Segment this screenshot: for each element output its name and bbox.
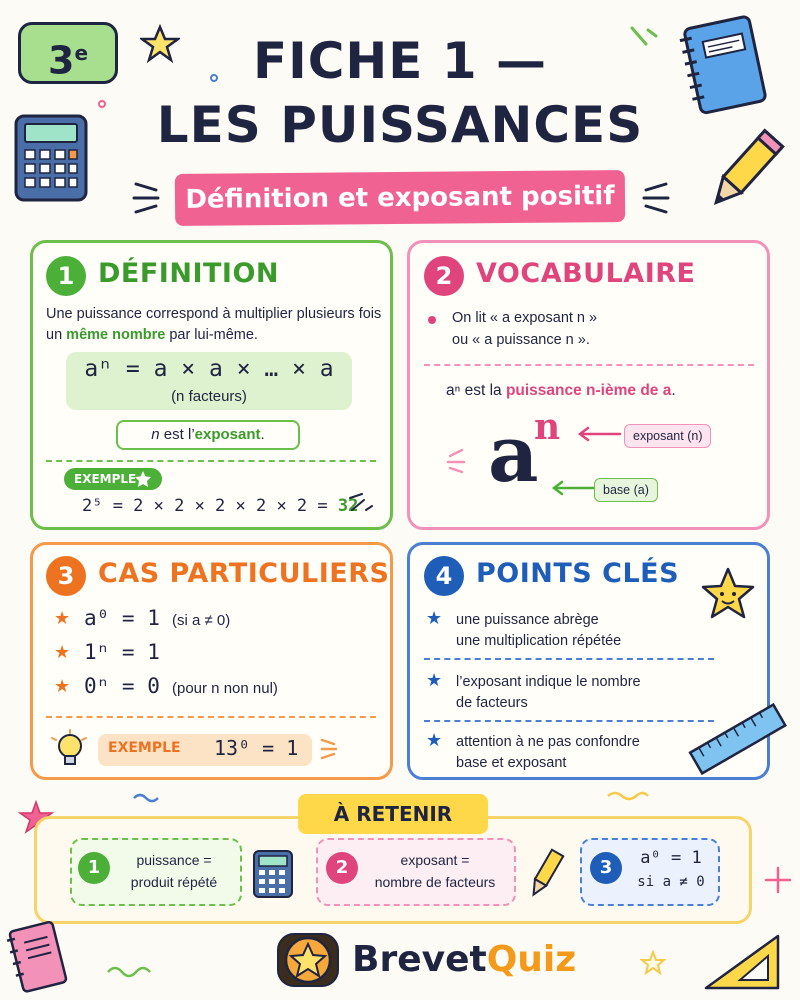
definition-text-part: par lui-même. [165,327,258,343]
reading-line1: On lit « a exposant n » [452,310,598,326]
retenir-line1: puissance = [136,852,212,868]
divider [424,658,714,660]
big-exponent: n [534,406,561,448]
sparkle-lines-icon [346,486,376,516]
notebook-icon [674,12,774,118]
example-formula-text: 2⁵ = 2 × 2 × 2 × 2 × 2 = [82,496,338,516]
set-square-icon [700,930,784,994]
retenir-number: 3 [590,852,622,884]
retenir-number: 2 [326,852,358,884]
calculator-icon [12,112,92,204]
brand-name [352,938,576,982]
key-point-line1: une puissance abrège [456,612,599,628]
power-suffix: . [671,382,676,399]
star-bullet-icon: ★ [54,608,71,629]
example-formula [82,496,358,516]
power-prefix: aⁿ est la [446,382,506,399]
arrow-left-icon [548,480,598,496]
squiggle-doodle [606,788,650,802]
brand-logo-icon [268,928,348,990]
big-base: a [488,409,539,500]
sparkle-lines-icon [636,178,670,218]
retenir-label: À RETENIR [298,794,488,834]
page-title-line1: FICHE 1 — [252,32,548,90]
card-title-points-cles: POINTS CLÉS [476,558,680,589]
card-title-vocabulaire: VOCABULAIRE [476,258,696,289]
exponent-var: n [151,426,160,443]
example-formula: 13⁰ = 1 [214,736,299,760]
special-case-formula: 0ⁿ = 0 [84,674,160,698]
special-case-note: (pour n non nul) [172,680,278,697]
retenir-line2: produit répété [130,874,218,890]
brand-name-part1: Brevet [352,939,487,980]
calculator-icon [250,848,298,900]
retenir-line2: si a ≠ 0 [637,874,705,890]
reading-line2: ou « a puissance n ». [452,332,590,348]
label-base: base (a) [594,478,658,502]
arrow-left-icon [574,426,624,442]
divider [46,716,376,718]
star-icon [134,470,152,488]
definition-formula: aⁿ = a × a × … × a [84,356,334,382]
bullet-dot [428,316,436,324]
card-number-badge: 4 [424,556,464,596]
key-point-line1: l’exposant indique le nombre [456,674,641,690]
star-bullet-icon: ★ [426,608,443,629]
retenir-line2: nombre de facteurs [374,874,496,890]
grade-badge [18,22,118,84]
exponent-definition [116,420,300,450]
sparkle-lines-icon [132,178,166,218]
card-title-cas-particuliers: CAS PARTICULIERS [98,558,390,589]
pink-notebook-icon [6,918,68,996]
card-number-badge: 1 [46,256,86,296]
example-result: 32 [337,496,359,516]
power-definition [446,380,676,401]
squiggle-doodle [106,960,156,980]
key-point-line2: de facteurs [456,695,528,711]
pencil-icon [524,846,568,902]
retenir-line1: exposant = [400,852,470,868]
lightbulb-icon [50,728,94,772]
star-bullet-icon: ★ [54,642,71,663]
dash-doodle [612,22,662,62]
card-number-badge: 2 [424,256,464,296]
smiling-star-icon [700,566,756,622]
star-bullet-icon: ★ [54,676,71,697]
special-case-formula: a⁰ = 1 [84,606,160,630]
sparkle-icon [764,866,792,894]
sparkle-lines-icon [318,734,340,764]
exponent-end: . [260,426,265,443]
key-point-line2: une multiplication répétée [456,633,622,649]
divider [424,364,754,366]
sparkle-lines-icon [446,446,470,476]
definition-text [46,304,386,346]
retenir-line1: a⁰ = 1 [640,848,702,868]
key-point-line2: base et exposant [456,755,567,771]
retenir-number: 1 [78,852,110,884]
page-subtitle: Définition et exposant positif [175,170,625,226]
pencil-icon [700,124,790,220]
divider [46,460,376,462]
grade-sup: e [74,41,89,65]
power-highlight: puissance n-ième de a [505,382,672,399]
dot-doodle [98,100,106,108]
definition-text-part: Une puissance correspond à multiplier plusieurs fois un [46,306,382,343]
exponent-text: est l’ [159,426,195,443]
special-case-formula: 1ⁿ = 1 [84,640,160,664]
label-exponent: exposant (n) [624,424,711,448]
definition-highlight: même nombre [66,327,166,343]
page-title-line2: LES PUISSANCES [156,96,644,154]
squiggle-doodle [132,790,166,804]
card-title-definition: DÉFINITION [98,258,280,289]
ruler-icon [684,700,788,780]
key-point-line1: attention à ne pas confondre [456,734,640,750]
card-number-badge: 3 [46,556,86,596]
star-doodle-icon [640,950,666,976]
formula-note: (n facteurs) [171,388,247,405]
special-case-note: (si a ≠ 0) [172,612,231,629]
divider [424,720,714,722]
brand-name-part2: Quiz [486,939,577,980]
star-bullet-icon: ★ [426,730,443,751]
star-bullet-icon: ★ [426,670,443,691]
grade-number: 3 [47,38,75,83]
example-badge: EXEMPLE [64,468,162,490]
example-badge: EXEMPLE [108,740,181,756]
exponent-word: exposant [194,426,261,443]
